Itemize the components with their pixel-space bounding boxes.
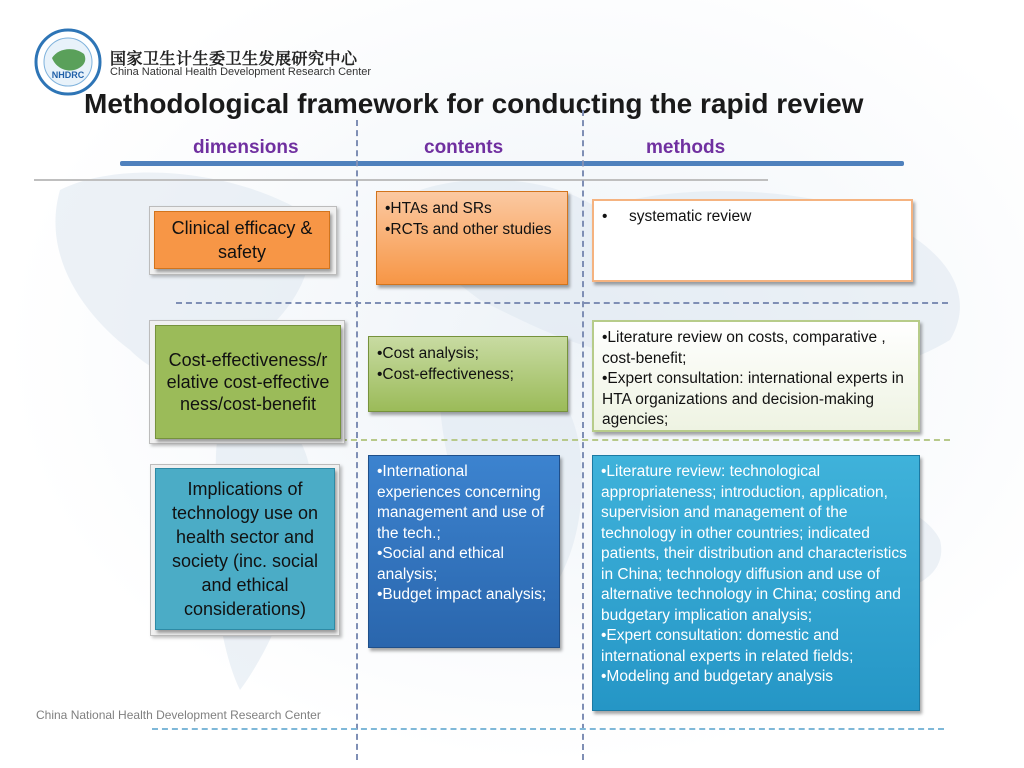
nhdrc-logo bbox=[34, 28, 102, 96]
contents-item: •HTAs and SRs bbox=[385, 200, 492, 217]
org-name-english: China National Health Development Research Center bbox=[110, 66, 372, 78]
contents-item: •Cost analysis; bbox=[377, 345, 479, 362]
methods-item: •Expert consultation: international experts in HTA organizations and decision-making agencies; bbox=[602, 370, 904, 428]
contents-box-implications bbox=[368, 455, 560, 648]
dimension-box-clinical: Clinical efficacy & safety bbox=[154, 211, 330, 269]
methods-box-cost bbox=[592, 320, 920, 432]
footer-text: China National Health Development Research Center bbox=[36, 708, 321, 722]
dimension-box-implications: Implications of technology use on health sector and society (inc. social and ethical considerations) bbox=[155, 468, 335, 630]
row-divider-1 bbox=[176, 302, 948, 304]
contents-item: •Cost-effectiveness; bbox=[377, 365, 514, 383]
contents-item: •Budget impact analysis; bbox=[377, 586, 547, 603]
row-divider-3 bbox=[152, 728, 944, 730]
slide-title: Methodological framework for conducting the rapid review bbox=[84, 88, 864, 119]
methods-item: •Modeling and budgetary analysis bbox=[601, 668, 834, 685]
methods-item: •Literature review: technological appropriateness; introduction, application, supervision and management of the technology in other countries; indicated patients, their distribution and characteristics in China; technology diffusion and use of alternative technology in China; costing and budgetary implication analysis; bbox=[601, 463, 907, 624]
contents-item: •RCTs and other studies bbox=[385, 220, 552, 238]
methods-item: • systematic review bbox=[602, 208, 752, 225]
contents-box-clinical bbox=[376, 191, 568, 285]
dimension-label: Cost-effectiveness/relative cost-effectiveness/cost-benefit bbox=[166, 350, 330, 414]
dimension-box-cost-effectiveness bbox=[155, 325, 341, 439]
methods-item: •Literature review on costs, comparative , cost-benefit; bbox=[602, 329, 886, 367]
logo-text: NHDRC bbox=[51, 70, 85, 80]
contents-box-cost bbox=[368, 336, 568, 412]
column-header-dimensions: dimensions bbox=[193, 137, 299, 158]
contents-item: •Social and ethical analysis; bbox=[377, 545, 504, 583]
org-name-chinese: 国家卫生计生委卫生发展研究中心 bbox=[110, 51, 358, 68]
column-header-methods: methods bbox=[646, 137, 726, 158]
methods-box-implications bbox=[592, 455, 920, 711]
column-header-contents: contents bbox=[424, 137, 504, 158]
methods-item: •Expert consultation: domestic and international experts in related fields; bbox=[601, 627, 854, 665]
contents-item: •International experiences concerning management and use of the tech.; bbox=[377, 463, 545, 542]
header-rule bbox=[34, 179, 768, 181]
header-underline bbox=[120, 161, 904, 166]
methods-box-clinical bbox=[592, 199, 913, 282]
column-divider-2 bbox=[582, 110, 584, 760]
